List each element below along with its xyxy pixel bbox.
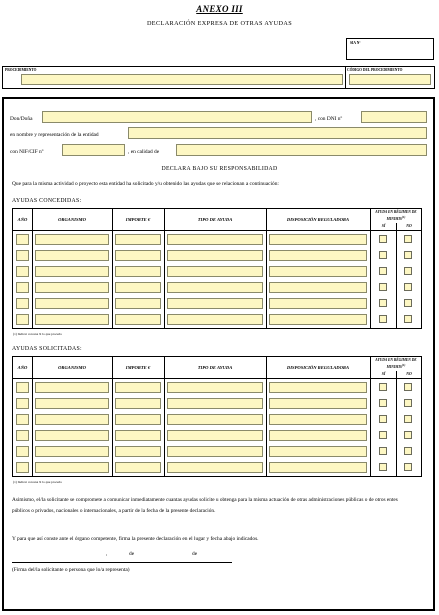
table-row <box>13 234 421 246</box>
regulation-cell[interactable] <box>269 398 367 409</box>
de-minimis-label: AYUDA EN RÉGIMEN DE MINIMIS <box>375 210 417 222</box>
de-minimis-label: AYUDA EN RÉGIMEN DE MINIMIS <box>375 358 417 370</box>
date-comma: , <box>106 551 108 557</box>
de-minimis-column-header <box>371 358 421 370</box>
aid-type-cell[interactable] <box>167 266 263 277</box>
de-minimis-no-checkbox[interactable] <box>404 251 412 259</box>
de-minimis-yes-checkbox[interactable] <box>379 299 387 307</box>
year-cell[interactable] <box>16 314 29 325</box>
table-row <box>13 250 421 262</box>
table-row <box>13 266 421 278</box>
amount-column-header: IMPORTE € <box>125 217 151 222</box>
agency-cell[interactable] <box>35 282 109 293</box>
table-header-divider <box>13 230 421 231</box>
de-minimis-yes-checkbox[interactable] <box>379 431 387 439</box>
amount-cell[interactable] <box>115 266 161 277</box>
table-row <box>13 398 421 410</box>
form-title: DECLARACIÓN EXPRESA DE OTRAS AYUDAS <box>146 20 293 27</box>
regulation-cell[interactable] <box>269 250 367 261</box>
agency-cell[interactable] <box>35 250 109 261</box>
amount-cell[interactable] <box>115 234 161 245</box>
year-cell[interactable] <box>16 250 29 261</box>
regulation-cell[interactable] <box>269 446 367 457</box>
annex-title: ANEXO III <box>196 4 243 14</box>
de-minimis-yes-checkbox[interactable] <box>379 415 387 423</box>
sia-label: SIA Nº <box>350 41 361 45</box>
regulation-cell[interactable] <box>269 266 367 277</box>
aid-type-cell[interactable] <box>167 314 263 325</box>
amount-cell[interactable] <box>115 462 161 473</box>
year-column-header: AÑO <box>17 365 28 370</box>
year-cell[interactable] <box>16 462 29 473</box>
granted-aids-title: AYUDAS CONCEDIDAS: <box>12 198 82 204</box>
table-row <box>13 430 421 442</box>
agency-column-header: ORGANISMO <box>58 217 86 222</box>
amount-cell[interactable] <box>115 414 161 425</box>
don-dona-label: Don/Doña <box>10 116 33 122</box>
regulation-cell[interactable] <box>269 282 367 293</box>
amount-cell[interactable] <box>115 282 161 293</box>
agency-cell[interactable] <box>35 414 109 425</box>
de-minimis-yes-checkbox[interactable] <box>379 383 387 391</box>
de-minimis-no-checkbox[interactable] <box>404 267 412 275</box>
agency-cell[interactable] <box>35 382 109 393</box>
granted-aids-footnote: (1) Indicar con una X lo que proceda <box>13 332 62 336</box>
signature-caption: (Firma del/la solicitante o persona que lo/a representa) <box>12 567 130 573</box>
no-column-header: NO <box>406 372 412 376</box>
amount-cell[interactable] <box>115 430 161 441</box>
year-cell[interactable] <box>16 282 29 293</box>
nif-field[interactable] <box>62 144 125 156</box>
de-minimis-yes-checkbox[interactable] <box>379 447 387 455</box>
granted-aids-table <box>12 208 422 329</box>
requested-aids-footnote: (1) Indicar con una X lo que proceda <box>13 480 62 484</box>
yes-column-header: SÍ <box>381 224 386 228</box>
procedure-field[interactable] <box>21 74 343 85</box>
regulation-cell[interactable] <box>269 234 367 245</box>
requested-aids-table <box>12 356 422 477</box>
regulation-cell[interactable] <box>269 462 367 473</box>
de-minimis-yes-checkbox[interactable] <box>379 399 387 407</box>
table-row <box>13 298 421 310</box>
de-minimis-no-checkbox[interactable] <box>404 447 412 455</box>
procedure-box <box>2 66 435 89</box>
de-minimis-ref: (1) <box>401 215 406 219</box>
de-minimis-no-checkbox[interactable] <box>404 235 412 243</box>
requested-aids-title: AYUDAS SOLICITADAS: <box>12 346 82 352</box>
de-minimis-no-checkbox[interactable] <box>404 431 412 439</box>
table-row <box>13 282 421 294</box>
regulation-cell[interactable] <box>269 430 367 441</box>
agency-cell[interactable] <box>35 446 109 457</box>
agency-cell[interactable] <box>35 266 109 277</box>
de-minimis-yes-checkbox[interactable] <box>379 235 387 243</box>
de-minimis-no-checkbox[interactable] <box>404 315 412 323</box>
amount-cell[interactable] <box>115 398 161 409</box>
no-column-header: NO <box>406 224 412 228</box>
name-field[interactable] <box>42 111 312 123</box>
aid-type-cell[interactable] <box>167 250 263 261</box>
year-cell[interactable] <box>16 446 29 457</box>
agency-cell[interactable] <box>35 398 109 409</box>
de-minimis-yes-checkbox[interactable] <box>379 251 387 259</box>
de-minimis-column-header <box>371 210 421 222</box>
agency-cell[interactable] <box>35 430 109 441</box>
aid-type-cell[interactable] <box>167 382 263 393</box>
aid-type-cell[interactable] <box>167 298 263 309</box>
certify-paragraph: Y para que así conste ante el órgano competente, firma la presente declaración en el lugar y fecha abajo indicados. <box>12 536 259 542</box>
de-minimis-ref: (1) <box>401 363 406 367</box>
aid-type-cell[interactable] <box>167 282 263 293</box>
nif-label: con NIF/CIF nº <box>10 149 44 155</box>
agency-column-header: ORGANISMO <box>58 365 86 370</box>
year-cell[interactable] <box>16 234 29 245</box>
declaration-heading: DECLARA BAJO SU RESPONSABILIDAD <box>161 166 278 172</box>
dni-field[interactable] <box>361 111 427 123</box>
regulation-cell[interactable] <box>269 382 367 393</box>
year-cell[interactable] <box>16 298 29 309</box>
table-row <box>13 462 421 474</box>
main-form-box <box>2 97 435 611</box>
agency-cell[interactable] <box>35 462 109 473</box>
year-cell[interactable] <box>16 382 29 393</box>
de-minimis-no-checkbox[interactable] <box>404 383 412 391</box>
de-minimis-no-checkbox[interactable] <box>404 399 412 407</box>
amount-cell[interactable] <box>115 382 161 393</box>
aid-type-cell[interactable] <box>167 414 263 425</box>
capacity-field[interactable] <box>176 144 427 156</box>
procedure-code-field[interactable] <box>349 74 431 85</box>
regulation-column-header: DISPOSICIÓN REGULADORA <box>286 365 350 370</box>
representation-label: en nombre y representación de la entidad <box>10 132 99 138</box>
de-minimis-no-checkbox[interactable] <box>404 283 412 291</box>
de-minimis-yes-checkbox[interactable] <box>379 267 387 275</box>
date-de-1: de <box>129 551 135 557</box>
year-cell[interactable] <box>16 398 29 409</box>
table-row <box>13 446 421 458</box>
year-cell[interactable] <box>16 430 29 441</box>
agency-cell[interactable] <box>35 314 109 325</box>
procedure-code-label: CÓDIGO DEL PROCEDIMIENTO <box>347 68 403 72</box>
de-minimis-yes-checkbox[interactable] <box>379 463 387 471</box>
year-cell[interactable] <box>16 266 29 277</box>
aid-type-cell[interactable] <box>167 398 263 409</box>
table-row <box>13 414 421 426</box>
declaration-intro: Que para la misma actividad o proyecto esta entidad ha solicitado y/u obtenido las ayudas que se relacionan a continuación: <box>12 181 279 187</box>
amount-cell[interactable] <box>115 446 161 457</box>
regulation-cell[interactable] <box>269 414 367 425</box>
agency-cell[interactable] <box>35 298 109 309</box>
aid-type-cell[interactable] <box>167 446 263 457</box>
procedure-label: PROCEDIMIENTO <box>5 68 37 72</box>
year-column-header: AÑO <box>17 217 28 222</box>
amount-column-header: IMPORTE € <box>125 365 151 370</box>
amount-cell[interactable] <box>115 314 161 325</box>
regulation-column-header: DISPOSICIÓN REGULADORA <box>286 217 350 222</box>
place-date-line[interactable] <box>12 551 232 563</box>
amount-cell[interactable] <box>115 250 161 261</box>
year-cell[interactable] <box>16 414 29 425</box>
table-header-divider <box>13 378 421 379</box>
commitment-paragraph: Asimismo, el/la solicitante se compromete a comunicar inmediatamente cuantas ayudas solicite u obtenga para la misma actuación de otras administraciones públicas o de otros entes públicos o privados, nacionales o internacionales, a partir de la fecha de la presente declaración. <box>12 497 398 514</box>
amount-cell[interactable] <box>115 298 161 309</box>
aid-type-column-header: TIPO DE AYUDA <box>197 365 233 370</box>
date-de-2: de <box>192 551 198 557</box>
aid-type-cell[interactable] <box>167 462 263 473</box>
de-minimis-no-checkbox[interactable] <box>404 299 412 307</box>
aid-type-cell[interactable] <box>167 234 263 245</box>
regulation-cell[interactable] <box>269 314 367 325</box>
capacity-label: , en calidad de <box>128 149 160 155</box>
de-minimis-no-checkbox[interactable] <box>404 463 412 471</box>
sia-box <box>346 38 434 60</box>
agency-cell[interactable] <box>35 234 109 245</box>
entity-field[interactable] <box>128 127 427 139</box>
yes-column-header: SÍ <box>381 372 386 376</box>
table-row <box>13 314 421 326</box>
table-row <box>13 382 421 394</box>
de-minimis-yes-checkbox[interactable] <box>379 315 387 323</box>
aid-type-cell[interactable] <box>167 430 263 441</box>
de-minimis-yes-checkbox[interactable] <box>379 283 387 291</box>
procedure-divider <box>345 67 346 88</box>
regulation-cell[interactable] <box>269 298 367 309</box>
de-minimis-no-checkbox[interactable] <box>404 415 412 423</box>
aid-type-column-header: TIPO DE AYUDA <box>197 217 233 222</box>
dni-label: , con DNI nº <box>315 116 343 122</box>
